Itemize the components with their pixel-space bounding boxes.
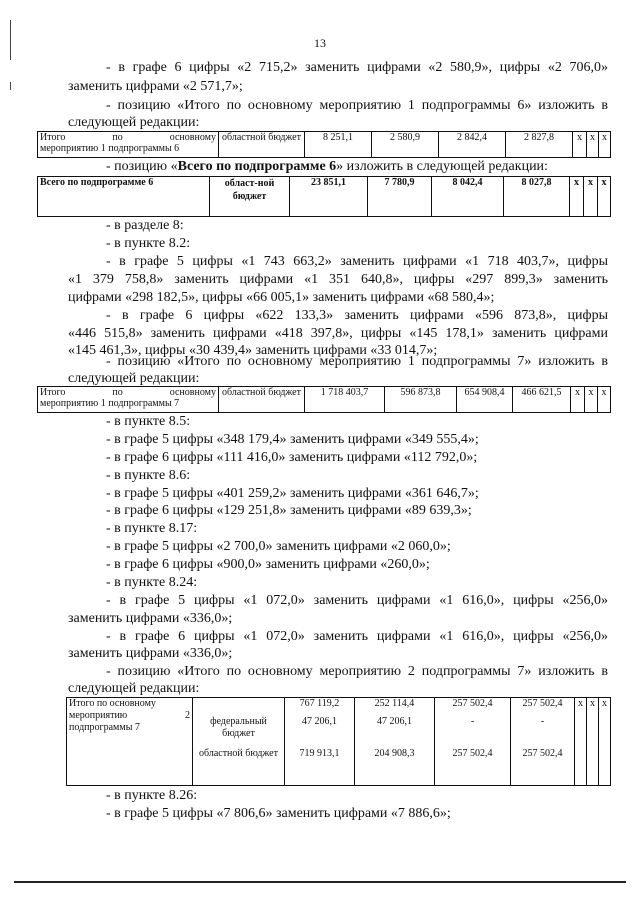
value-cell: 2 827,8 <box>506 132 573 158</box>
value-cell: 1 718 403,7 <box>305 387 385 413</box>
x-cell: х <box>584 177 598 217</box>
bottom-rule <box>14 881 626 883</box>
x-cell: х <box>599 132 611 158</box>
row-name-cell: Итого по основному мероприятию 1 подпрограммы 6 <box>38 132 219 158</box>
text-line: заменить цифрами «2 571,7»; <box>68 79 243 94</box>
x-cell: х <box>587 698 599 786</box>
text-line: - в графе 6 цифры «111 416,0» заменить цифрами «112 792,0»; <box>106 450 478 465</box>
text-line: - в графе 5 цифры «2 700,0» заменить цифрами «2 060,0»; <box>106 539 451 554</box>
text-line: следующей редакции: <box>68 115 200 130</box>
x-cell: х <box>587 132 599 158</box>
source-cell: област-ной бюджет <box>210 177 290 217</box>
source-cell: областной бюджет <box>219 387 305 413</box>
text-line: следующей редакции: <box>68 681 200 696</box>
value-cell: 7 780,9 <box>368 177 432 217</box>
text-line: цифрами «298 182,5», цифры «66 005,1» заменить цифрами «68 580,4»; <box>68 290 495 305</box>
page-number: 13 <box>314 36 326 50</box>
value-column: 257 502,4 - 257 502,4 <box>435 698 511 786</box>
x-cell: х <box>571 387 585 413</box>
text-line: - в графе 6 цифры «900,0» заменить цифрами «260,0»; <box>106 557 430 572</box>
margin-mark <box>10 82 11 90</box>
source-cell: федеральный бюджет областной бюджет <box>193 698 285 786</box>
text-line: «446 515,8» заменить цифрами «418 397,8», цифры «145 178,1» заменить цифрами <box>68 326 608 341</box>
source-cell: областной бюджет <box>219 132 305 158</box>
text-line: - в пункте 8.26: <box>106 788 198 803</box>
value-column: 252 114,4 47 206,1 204 908,3 <box>355 698 435 786</box>
text-line: - в графе 5 цифры «401 259,2» заменить цифрами «361 646,7»; <box>106 486 479 501</box>
table-total-sub6 <box>37 176 611 217</box>
text-line: - в графе 6 цифры «129 251,8» заменить цифрами «89 639,3»; <box>106 503 472 518</box>
value-column: 257 502,4 - 257 502,4 <box>511 698 575 786</box>
text-line: - в графе 6 цифры «1 072,0» заменить цифрами «1 616,0», цифры «256,0» <box>106 629 608 644</box>
text-line: - в пункте 8.17: <box>106 521 198 536</box>
table-total-measure2-sub7 <box>66 697 611 786</box>
text-line: - в пункте 8.5: <box>106 414 191 429</box>
value-cell: 8 251,1 <box>305 132 372 158</box>
text-line: - в графе 5 цифры «1 072,0» заменить цифрами «1 616,0», цифры «256,0» <box>106 593 608 608</box>
value-cell: 8 042,4 <box>432 177 504 217</box>
text-line: следующей редакции: <box>68 371 200 386</box>
text-line: - в разделе 8: <box>106 218 184 233</box>
value-cell: 654 908,4 <box>457 387 513 413</box>
text-line: «1 379 758,8» заменить цифрами «1 351 640,8», цифры «297 899,3» заменить <box>68 272 608 287</box>
text-line: - позицию «Итого по основному мероприятию 1 подпрограммы 6» изложить в <box>106 98 608 113</box>
text-line: - в графе 5 цифры «348 179,4» заменить цифрами «349 555,4»; <box>106 432 479 447</box>
value-cell: 23 851,1 <box>290 177 368 217</box>
value-cell: 596 873,8 <box>385 387 457 413</box>
text-line: - в графе 5 цифры «7 806,6» заменить цифрами «7 886,6»; <box>106 806 451 821</box>
value-cell: 2 842,4 <box>439 132 506 158</box>
text-line: - в графе 6 цифры «2 715,2» заменить цифрами «2 580,9», цифры «2 706,0» <box>106 60 608 75</box>
table-total-measure1-sub6 <box>37 131 611 158</box>
value-cell: 8 027,8 <box>504 177 570 217</box>
row-name-cell: Итого по основному мероприятию 2 подпрограммы 7 <box>67 698 193 786</box>
text-line: «145 461,3», цифры «30 439,4» заменить цифрами «33 014,7»; <box>68 343 438 358</box>
x-cell: х <box>570 177 584 217</box>
text-line: заменить цифрами «336,0»; <box>68 611 233 626</box>
text-line: - в пункте 8.24: <box>106 575 198 590</box>
row-name-cell: Всего по подпрограмме 6 <box>38 177 210 217</box>
text-line: заменить цифрами «336,0»; <box>68 646 233 661</box>
text-line: - в графе 5 цифры «1 743 663,2» заменить цифрами «1 718 403,7», цифры <box>106 254 608 269</box>
text-line: - в графе 6 цифры «622 133,3» заменить цифрами «596 873,8», цифры <box>106 308 608 323</box>
text-line: - в пункте 8.6: <box>106 468 191 483</box>
value-cell: 466 621,5 <box>513 387 571 413</box>
x-cell: х <box>598 387 611 413</box>
value-column: 767 119,2 47 206,1 719 913,1 <box>285 698 355 786</box>
text-line: - позицию «Итого по основному мероприятию 1 подпрограммы 7» изложить в <box>106 354 608 369</box>
row-name-cell: Итого по основному мероприятию 1 подпрограммы 7 <box>38 387 219 413</box>
table-total-measure1-sub7 <box>37 386 611 413</box>
text-line: - в пункте 8.2: <box>106 236 191 251</box>
text-line: - позицию «Итого по основному мероприятию 2 подпрограммы 7» изложить в <box>106 664 608 679</box>
x-cell: х <box>598 177 611 217</box>
x-cell: х <box>585 387 598 413</box>
x-cell: х <box>573 132 587 158</box>
value-cell: 2 580,9 <box>372 132 439 158</box>
x-cell: х <box>575 698 587 786</box>
x-cell: х <box>599 698 611 786</box>
text-line: - позицию «Всего по подпрограмме 6» изложить в следующей редакции: <box>106 159 548 174</box>
